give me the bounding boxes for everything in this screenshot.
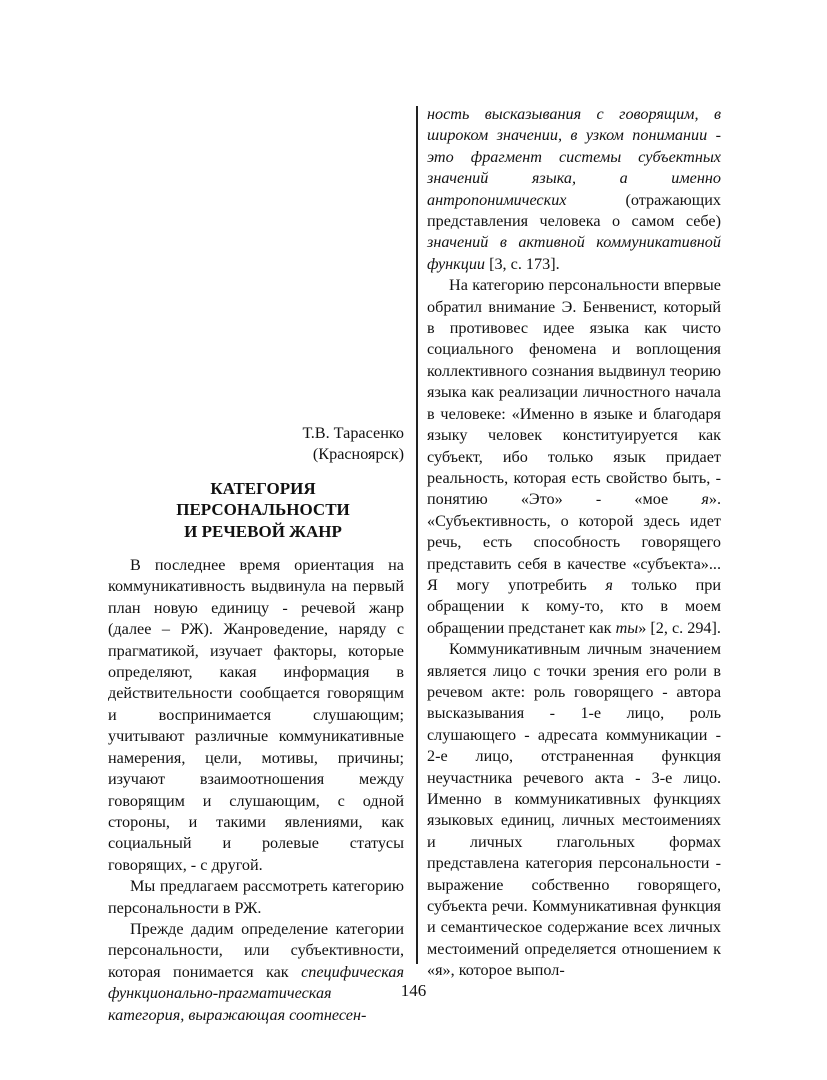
text-run: Прежде дадим определение категории персональности, или субъективности, которая понимается как	[108, 919, 404, 981]
citation: » [2, с. 294].	[638, 618, 721, 637]
text-run: (отражающих представления человека о самом себе)	[427, 190, 721, 231]
column-divider	[416, 106, 418, 964]
paragraph	[427, 275, 721, 639]
text-run: ». «Субъективность, о которой здесь идет речь, есть способность говорящего представить себя в качестве «субъекта»... Я могу употребить	[427, 490, 721, 594]
author-name: Т.В. Тарасенко	[302, 424, 404, 442]
left-column	[108, 423, 404, 1026]
right-column	[427, 104, 721, 982]
article-title	[108, 478, 404, 542]
paragraph	[108, 919, 404, 1026]
paragraph: Коммуникативным личным значением является лицо с точки зрения его роли в речевом акте: роль говорящего - автора высказывания - 1-е лицо, роль слушающего - адресата коммуникации - 2-е лицо, отстраненная функция неучастника речевого акта - 3-е лицо. Именно в коммуникативных функциях языковых единиц, личных местоимениях и личных глагольных формах представлена категория персональности - выражение собственно говорящего, субъекта речи. Коммуникативная функция и семантическое содержание всех личных местоимений определяется отношением к «я», которое выпол-	[427, 640, 721, 980]
text-run: только при обращении к кому-то, кто в моем обращении предстанет как	[427, 575, 721, 637]
title-line: КАТЕГОРИЯ	[210, 478, 316, 498]
paragraph	[427, 104, 721, 275]
italic-text: я	[701, 490, 709, 509]
italic-text: специфическая функционально-прагматическая категория, выражающая соотнесен-	[108, 962, 404, 1024]
italic-text: значений в активной коммуникативной функции	[427, 233, 721, 273]
paragraph: Мы предлагаем рассмотреть категорию персональности в РЖ.	[108, 877, 404, 917]
author-city: (Красноярск)	[312, 445, 404, 464]
page-number: 146	[400, 981, 427, 1000]
title-line: ПЕРСОНАЛЬНОСТИ	[176, 500, 350, 520]
italic-text: я	[605, 575, 613, 594]
citation: [3, с. 173].	[485, 254, 560, 273]
italic-text: ность высказывания с говорящим, в широком значении, в узком понимании - это фрагмент системы субъектных значений языка, а именно антропонимических	[427, 105, 721, 209]
text-run: На категорию персональности впервые обратил внимание Э. Бенвенист, который в противовес идее языка как чисто социального феномена и воплощения коллективного сознания выдвинул теорию языка как реализации личностного начала в человеке: «Именно в языке и благодаря языку человек конституируется как субъект, ибо только язык придает реальность, которая есть свойство быть, - понятию «Это» - «мое	[427, 276, 721, 509]
paragraph: В последнее время ориентация на коммуникативность выдвинула на первый план новую единицу - речевой жанр (далее – РЖ). Жанроведение, наряду с прагматикой, изучает факторы, которые определяют, какая информация в действительности сообщается говорящим и воспринимается слушающим; учитывают различные коммуникативные намерения, цели, мотивы, причины; изучают взаимоотношения между говорящим и слушающим, с одной стороны, и такими явлениями, как социальный и ролевые статусы говорящих, - с другой.	[108, 556, 404, 874]
title-line: И РЕЧЕВОЙ ЖАНР	[184, 521, 342, 541]
italic-text: ты	[615, 618, 639, 637]
